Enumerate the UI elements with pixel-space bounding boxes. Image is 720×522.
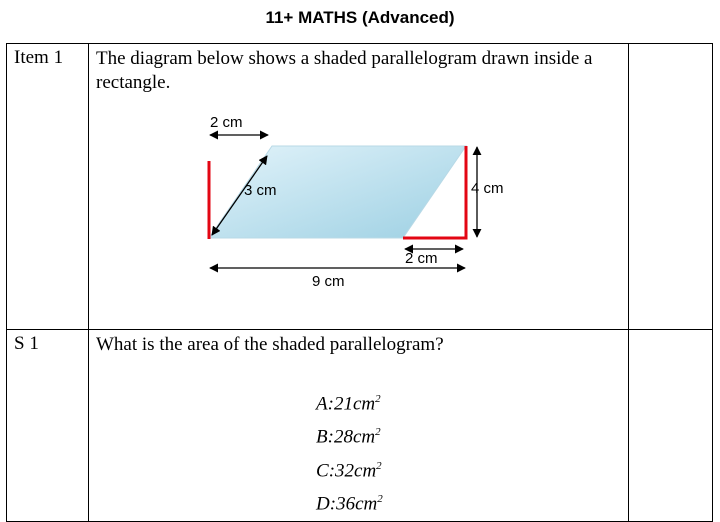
question-text: The diagram below shows a shaded parallelogram drawn inside a rectangle. bbox=[96, 48, 593, 93]
option-a[interactable]: $A:21cm^2$ bbox=[316, 393, 381, 415]
row-label: Item 1 bbox=[7, 44, 89, 330]
question-table bbox=[6, 43, 713, 522]
option-b[interactable]: $B:28cm^2$ bbox=[316, 426, 381, 448]
option-d[interactable]: $D:36cm^2$ bbox=[316, 492, 383, 515]
parallelogram-diagram bbox=[96, 103, 636, 293]
top-offset-label: 2 cm bbox=[210, 114, 243, 131]
width-label: 9 cm bbox=[312, 273, 345, 290]
option-c[interactable]: $C:32cm^2$ bbox=[316, 459, 382, 481]
table-row bbox=[7, 44, 713, 330]
height-label: 4 cm bbox=[471, 180, 504, 197]
question-cell bbox=[89, 330, 629, 522]
bottom-offset-label: 2 cm bbox=[405, 250, 438, 267]
page-title: 11+ MATHS (Advanced) bbox=[265, 8, 455, 27]
slant-side-label: 3 cm bbox=[244, 182, 277, 199]
table-row bbox=[7, 330, 713, 522]
empty-cell bbox=[629, 44, 713, 330]
empty-cell bbox=[629, 330, 713, 522]
question-text: What is the area of the shaded parallelogram? bbox=[96, 334, 444, 355]
row-label: S 1 bbox=[7, 330, 89, 522]
answer-options bbox=[316, 385, 621, 518]
item-cell bbox=[89, 44, 629, 330]
